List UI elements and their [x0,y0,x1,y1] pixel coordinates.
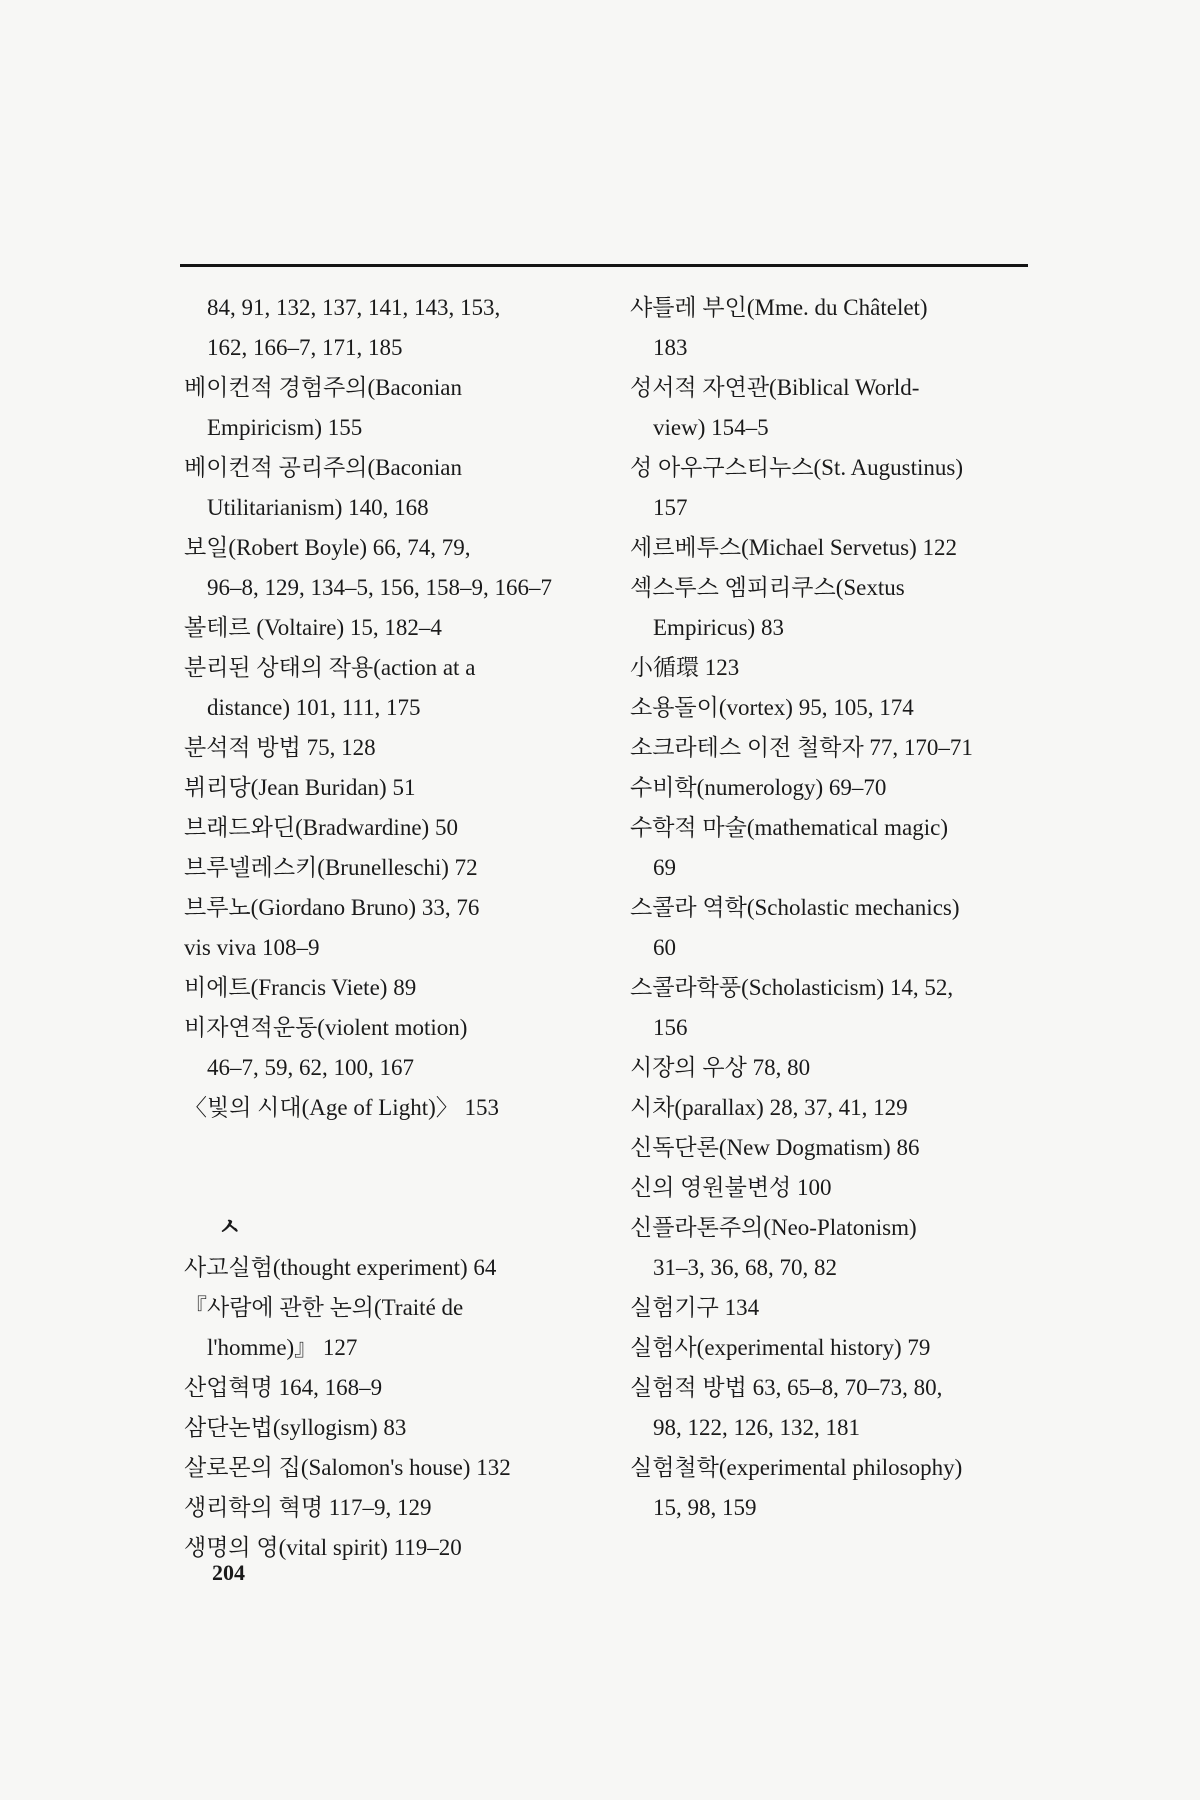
index-entry: 볼테르 (Voltaire) 15, 182–4 [184,615,442,640]
page-number: 204 [212,1560,245,1585]
index-entry-continuation: Empiricism) 155 [207,415,363,440]
index-entry: 수비학(numerology) 69–70 [630,775,887,800]
index-entry: 비자연적운동(violent motion) [184,1015,468,1040]
index-entry: 소용돌이(vortex) 95, 105, 174 [630,695,914,720]
index-entry: 생명의 영(vital spirit) 119–20 [184,1535,462,1560]
index-entry: 분석적 방법 75, 128 [184,735,376,760]
index-entry: 산업혁명 164, 168–9 [184,1375,383,1400]
index-entry-continuation: Empiricus) 83 [653,615,784,640]
index-entry: 실험적 방법 63, 65–8, 70–73, 80, [630,1375,943,1400]
index-entry-continuation: view) 154–5 [653,415,769,440]
index-entry: 살로몬의 집(Salomon's house) 132 [184,1455,511,1480]
index-entry: 실험사(experimental history) 79 [630,1335,931,1360]
index-entry: 스콜라학풍(Scholasticism) 14, 52, [630,975,954,1000]
index-entry: 小循環 123 [630,655,740,680]
index-entry: 베이컨적 경험주의(Baconian [184,375,463,400]
index-entry: 세르베투스(Michael Servetus) 122 [630,535,957,560]
index-entry-continuation: 96–8, 129, 134–5, 156, 158–9, 166–7 [207,575,552,600]
index-entry: 삼단논법(syllogism) 83 [184,1415,407,1440]
left-entry-list-after [184,1248,604,1568]
top-rule [180,264,1028,267]
index-entry: 비에트(Francis Viete) 89 [184,975,417,1000]
index-entry-continuation: 15, 98, 159 [653,1495,757,1520]
index-entry: 브루노(Giordano Bruno) 33, 76 [184,895,480,920]
index-entry: 시장의 우상 78, 80 [630,1055,811,1080]
right-entry-list [630,288,1030,1528]
index-entry: 베이컨적 공리주의(Baconian [184,455,463,480]
index-entry-continuation: 60 [653,935,676,960]
index-entry: vis viva 108–9 [184,935,320,960]
index-entry: 신독단론(New Dogmatism) 86 [630,1135,920,1160]
index-entry-continuation: distance) 101, 111, 175 [207,695,421,720]
index-entry: 〈빛의 시대(Age of Light)〉 153 [184,1095,499,1120]
index-entry-continuation: l'homme)』 127 [207,1335,358,1360]
index-entry: 분리된 상태의 작용(action at a [184,655,476,680]
index-entry: 사고실험(thought experiment) 64 [184,1255,497,1280]
index-entry-continuation: 157 [653,495,688,520]
index-entry: 실험철학(experimental philosophy) [630,1455,963,1480]
index-entry-continuation: 84, 91, 132, 137, 141, 143, 153, [207,295,501,320]
index-entry-continuation: 46–7, 59, 62, 100, 167 [207,1055,414,1080]
index-entry: 수학적 마술(mathematical magic) [630,815,948,840]
index-entry-continuation: 183 [653,335,688,360]
index-entry: 성 아우구스티누스(St. Augustinus) [630,455,964,480]
index-entry: 소크라테스 이전 철학자 77, 170–71 [630,735,973,760]
index-entry-continuation: 69 [653,855,676,880]
index-entry-continuation: 156 [653,1015,688,1040]
index-entry: 보일(Robert Boyle) 66, 74, 79, [184,535,471,560]
index-entry: 브래드와딘(Bradwardine) 50 [184,815,458,840]
section-heading: ㅅ [218,1215,242,1241]
index-entry-continuation: 162, 166–7, 171, 185 [207,335,403,360]
index-entry: 성서적 자연관(Biblical World- [630,375,920,400]
index-entry: 브루넬레스키(Brunelleschi) 72 [184,855,478,880]
index-entry: 생리학의 혁명 117–9, 129 [184,1495,432,1520]
index-entry: 시차(parallax) 28, 37, 41, 129 [630,1095,908,1120]
index-entry: 실험기구 134 [630,1295,760,1320]
left-entry-list [184,288,604,1128]
index-entry: 섹스투스 엠피리쿠스(Sextus [630,575,905,600]
index-entry-continuation: 31–3, 36, 68, 70, 82 [653,1255,837,1280]
right-column [630,288,1030,1528]
index-entry-continuation: 98, 122, 126, 132, 181 [653,1415,860,1440]
left-column [184,288,604,1568]
index-entry: 샤틀레 부인(Mme. du Châtelet) [630,295,928,320]
index-entry: 『사람에 관한 논의(Traité de [184,1295,464,1320]
index-entry: 스콜라 역학(Scholastic mechanics) [630,895,960,920]
index-entry: 신플라톤주의(Neo-Platonism) [630,1215,917,1240]
index-entry-continuation: Utilitarianism) 140, 168 [207,495,429,520]
index-entry: 신의 영원불변성 100 [630,1175,832,1200]
index-entry: 뷔리당(Jean Buridan) 51 [184,775,416,800]
section-spacer [184,1128,604,1208]
